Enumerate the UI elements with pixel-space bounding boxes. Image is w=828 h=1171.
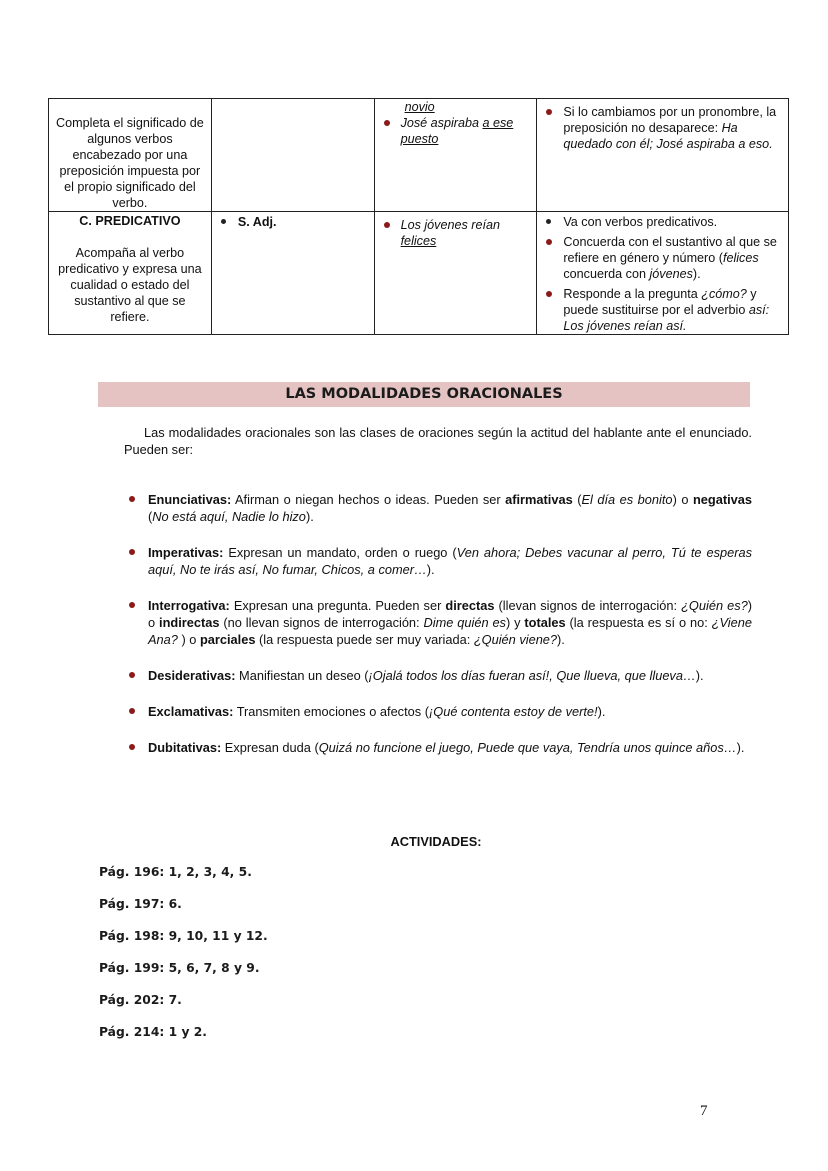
activities-list xyxy=(99,864,268,1056)
bullet-icon xyxy=(129,708,135,714)
list-item: Responde a la pregunta ¿cómo? y puede sustituirse por el adverbio así: Los jóvenes reían así. xyxy=(537,286,788,334)
bullet-icon xyxy=(546,239,552,245)
table-cell xyxy=(537,212,789,335)
cell-text: Acompaña al verbo predicativo y expresa una cualidad o estado del sustantivo al que se refiere. xyxy=(58,246,202,324)
table-cell xyxy=(211,212,374,335)
list-item: José aspiraba a ese puesto xyxy=(375,115,537,147)
activity-item: Pág. 199: 5, 6, 7, 8 y 9. xyxy=(99,961,260,975)
bullet-icon xyxy=(129,549,135,555)
section-title-band xyxy=(98,382,750,407)
table-cell xyxy=(374,212,537,335)
category-heading: C. PREDICATIVO xyxy=(79,214,181,228)
table-cell xyxy=(537,99,789,212)
list-item: Los jóvenes reían felices xyxy=(375,217,537,249)
bullet-icon xyxy=(129,496,135,502)
list-item: S. Adj. xyxy=(212,214,374,230)
table-row xyxy=(49,99,789,212)
bullet-icon xyxy=(384,222,390,228)
list-item: Si lo cambiamos por un pronombre, la preposición no desaparece: Ha quedado con él; José aspiraba a eso. xyxy=(537,104,788,152)
section-title: LAS MODALIDADES ORACIONALES xyxy=(285,386,563,402)
cell-text: Completa el significado de algunos verbos encabezado por una preposición impuesta por el propio significado del verbo. xyxy=(56,116,204,210)
table-cell xyxy=(49,212,212,335)
table-row xyxy=(49,212,789,335)
bullet-icon xyxy=(546,291,552,297)
activities-title: ACTIVIDADES: xyxy=(390,834,482,849)
bullet-icon xyxy=(546,219,551,224)
activity-item: Pág. 214: 1 y 2. xyxy=(99,1025,207,1039)
bullet-icon xyxy=(384,120,390,126)
bullet-icon xyxy=(129,602,135,608)
example-continuation: novio xyxy=(404,100,435,114)
activity-item: Pág. 197: 6. xyxy=(99,897,182,911)
list-item: Exclamativas: Transmiten emociones o afectos (¡Qué contenta estoy de verte!). xyxy=(124,703,752,720)
activity-item: Pág. 198: 9, 10, 11 y 12. xyxy=(99,929,268,943)
bullet-icon xyxy=(221,219,226,224)
activity-item: Pág. 196: 1, 2, 3, 4, 5. xyxy=(99,865,252,879)
list-item: Desiderativas: Manifiestan un deseo (¡Ojalá todos los días fueran así!, Que llueva, que llueva…). xyxy=(124,667,752,684)
grammar-table xyxy=(48,98,789,335)
bullet-icon xyxy=(129,744,135,750)
bullet-icon xyxy=(129,672,135,678)
table-cell xyxy=(49,99,212,212)
modalities-list xyxy=(124,491,752,775)
list-item: Imperativas: Expresan un mandato, orden o ruego (Ven ahora; Debes vacunar al perro, Tú te esperas aquí, No te irás así, No fumar, Chicos, a comer…). xyxy=(124,544,752,578)
list-item: Dubitativas: Expresan duda (Quizá no funcione el juego, Puede que vaya, Tendría unos quince años…). xyxy=(124,739,752,756)
bullet-icon xyxy=(546,109,552,115)
activity-item: Pág. 202: 7. xyxy=(99,993,182,1007)
page-number: 7 xyxy=(700,1103,708,1119)
list-item: Enunciativas: Afirman o niegan hechos o ideas. Pueden ser afirmativas (El día es bonito) o negativas (No está aquí, Nadie lo hizo). xyxy=(124,491,752,525)
list-item: Interrogativa: Expresan una pregunta. Pueden ser directas (llevan signos de interrogación: ¿Quién es?) o indirectas (no llevan signos de interrogación: Dime quién es) y totales (la respuesta es sí o no: ¿Viene Ana? ) o parciales (la respuesta puede ser muy variada: ¿Quién viene?). xyxy=(124,597,752,648)
intro-paragraph: Las modalidades oracionales son las clases de oraciones según la actitud del hablante ante el enunciado. Pueden ser: xyxy=(124,425,752,457)
list-item: Concuerda con el sustantivo al que se refiere en género y número (felices concuerda con jóvenes). xyxy=(537,234,788,282)
table-cell xyxy=(211,99,374,212)
list-item: Va con verbos predicativos. xyxy=(537,214,788,230)
table-cell xyxy=(374,99,537,212)
